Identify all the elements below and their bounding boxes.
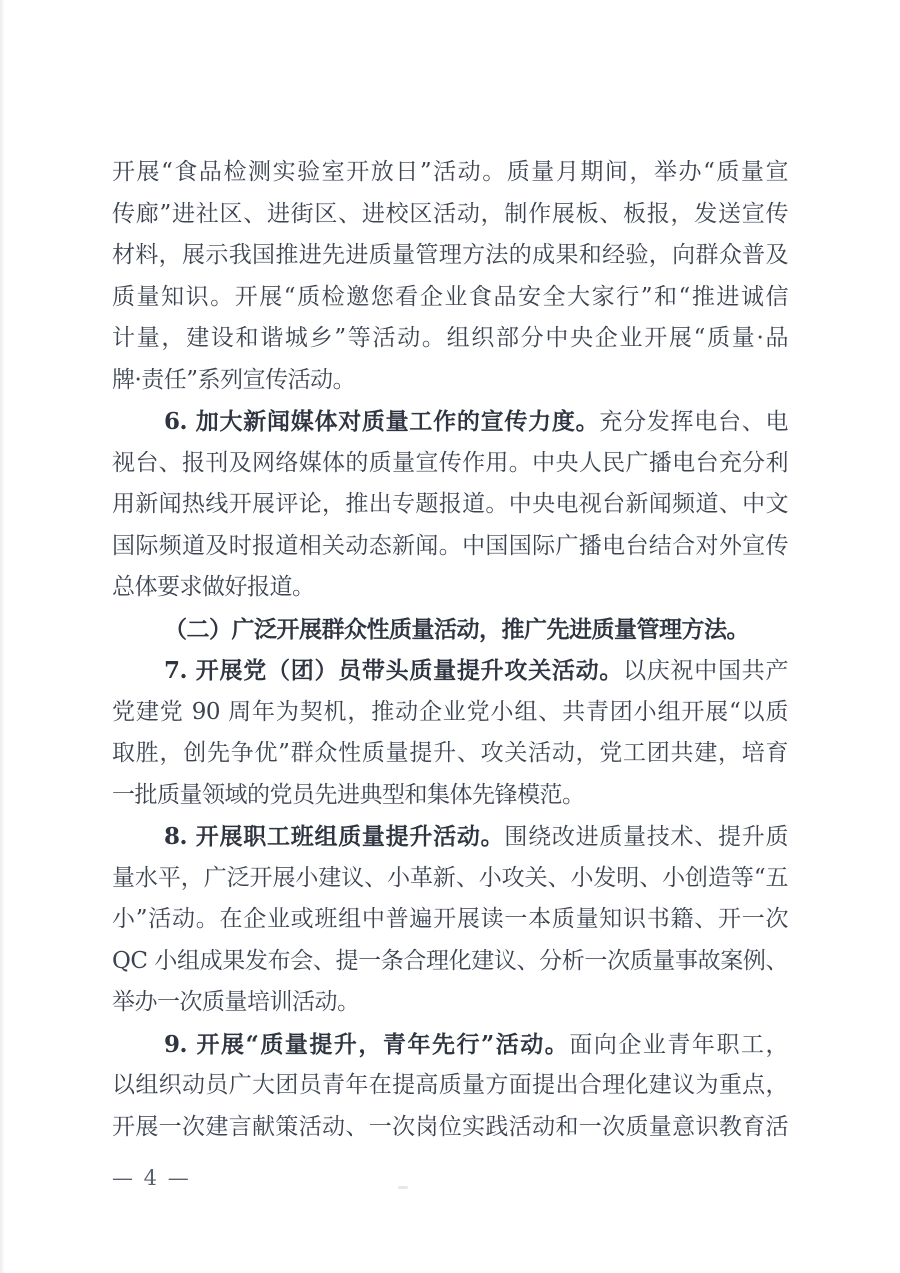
text-line xyxy=(112,526,788,568)
text-line xyxy=(112,401,788,443)
text-line xyxy=(112,609,788,651)
text-run: 量水平，广泛开展小建议、小革新、小攻关、小发明、小创造等“五 xyxy=(112,864,788,891)
text-run: 开展一次建言献策活动、一次岗位实践活动和一次质量意识教育活 xyxy=(112,1113,788,1140)
text-line xyxy=(112,858,788,900)
text-line xyxy=(112,235,788,277)
bold-text-run: 7. 开展党（团）员带头质量提升攻关活动。 xyxy=(164,657,624,684)
text-line xyxy=(112,443,788,485)
text-line xyxy=(112,816,788,858)
document-body xyxy=(112,152,788,1148)
text-run: 以庆祝中国共产 xyxy=(623,658,788,684)
text-run: 计量，建设和谐城乡”等活动。组织部分中央企业开展“质量·品 xyxy=(112,325,788,351)
text-line xyxy=(112,1024,788,1066)
text-line xyxy=(112,194,788,236)
text-line xyxy=(112,277,788,319)
text-line xyxy=(112,982,788,1024)
scan-artifact xyxy=(398,1186,408,1189)
text-run: 总体要求做好报道。 xyxy=(112,574,315,600)
text-run: 传廊”进社区、进街区、进校区活动，制作展板、板报，发送宣传 xyxy=(112,200,788,227)
text-run: 党建党 90 周年为契机，推动企业党小组、共青团小组开展“以质 xyxy=(112,698,788,725)
text-line xyxy=(112,899,788,941)
text-line xyxy=(112,318,788,360)
text-run: 以组织动员广大团员青年在提高质量方面提出合理化建议为重点， xyxy=(112,1072,788,1098)
bold-text-run: 6. 加大新闻媒体对质量工作的宣传力度。 xyxy=(164,408,600,435)
text-line xyxy=(112,650,788,692)
text-line xyxy=(112,1107,788,1149)
text-run: 取胜，创先争优”群众性质量提升、攻关活动，党工团共建，培育 xyxy=(112,740,788,766)
text-line xyxy=(112,484,788,526)
text-line xyxy=(112,567,788,609)
bold-text-run: 9. 开展“质量提升，青年先行”活动。 xyxy=(164,1030,570,1058)
text-run: 国际频道及时报道相关动态新闻。中国国际广播电台结合对外宣传 xyxy=(112,532,788,559)
text-run: 牌·责任”系列宣传活动。 xyxy=(112,366,356,393)
text-run: 围绕改进质量技术、提升质 xyxy=(504,824,788,850)
text-line xyxy=(112,360,788,402)
text-run: 用新闻热线开展评论，推出专题报道。中央电视台新闻频道、中文 xyxy=(112,491,788,517)
text-run: 开展“食品检测实验室开放日”活动。质量月期间，举办“质量宣 xyxy=(112,159,788,185)
text-run: 面向企业青年职工， xyxy=(569,1031,788,1058)
text-line xyxy=(112,941,788,983)
bold-text-run: 8. 开展职工班组质量提升活动。 xyxy=(164,823,505,850)
text-run: 视台、报刊及网络媒体的质量宣传作用。中央人民广播电台充分利 xyxy=(112,449,788,476)
text-run: QC 小组成果发布会、提一条合理化建议、分析一次质量事故案例、 xyxy=(112,947,788,974)
page-number: — 4 — xyxy=(112,1166,191,1190)
text-line xyxy=(112,775,788,817)
text-run: 充分发挥电台、电 xyxy=(599,409,788,435)
text-line xyxy=(112,1065,788,1107)
text-line xyxy=(112,692,788,734)
text-run: 举办一次质量培训活动。 xyxy=(112,989,360,1015)
text-line xyxy=(112,152,788,194)
text-line xyxy=(112,733,788,775)
text-run: 材料，展示我国推进先进质量管理方法的成果和经验，向群众普及 xyxy=(112,242,788,268)
text-run: 小”活动。在企业或班组中普遍开展读一本质量知识书籍、开一次 xyxy=(112,906,788,932)
bold-text-run: （二）广泛开展群众性质量活动，推广先进质量管理方法。 xyxy=(164,615,749,643)
text-run: 一批质量领域的党员先进典型和集体先锋模范。 xyxy=(112,781,585,808)
text-run: 质量知识。开展“质检邀您看企业食品安全大家行”和“推进诚信 xyxy=(112,283,788,310)
